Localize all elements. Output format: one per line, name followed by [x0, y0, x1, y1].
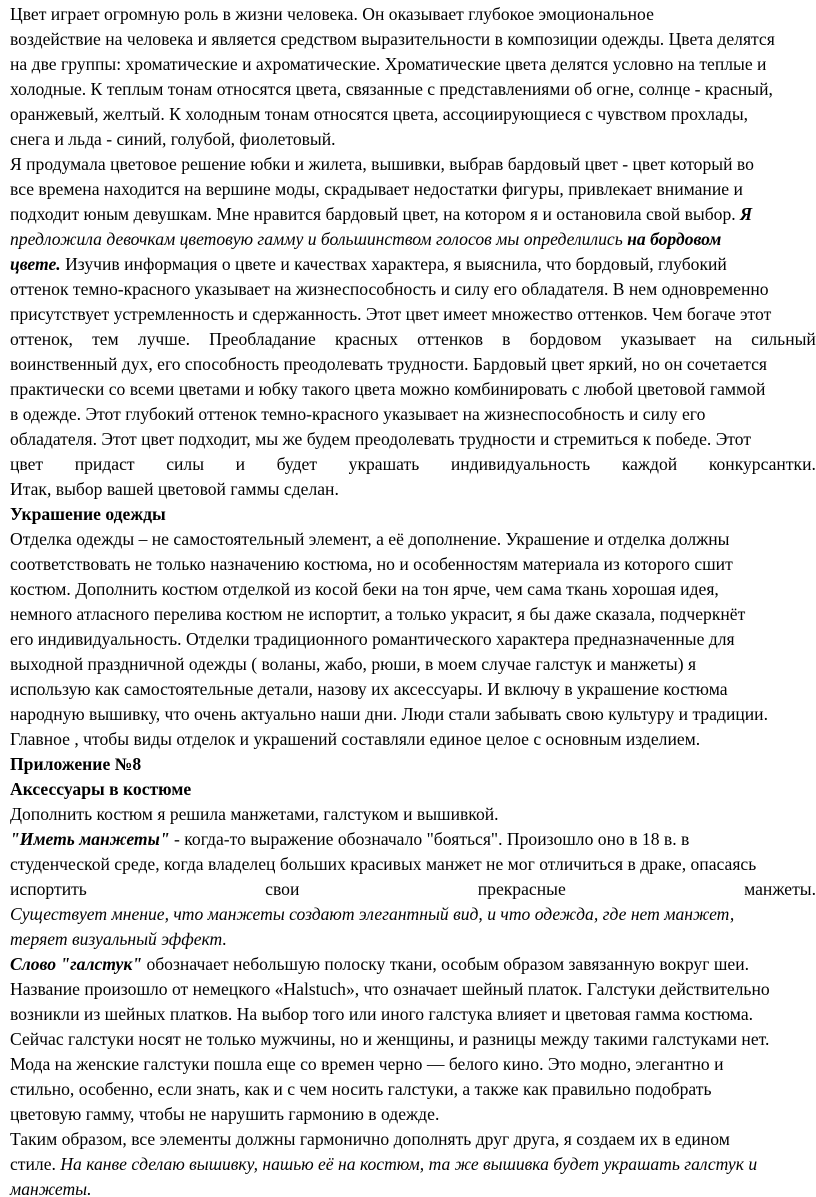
word: конкурсантки. — [708, 454, 816, 474]
word: бордовом — [529, 329, 602, 349]
text-line: костюм. Дополнить костюм отделкой из косой беки на тон ярче, чем сама ткань хорошая идея, — [10, 579, 719, 599]
word: и — [235, 454, 246, 474]
text-line — [10, 1152, 816, 1176]
text-segment-italic: предложила девочкам цветовую гамму и большинством голосов мы определились — [10, 229, 623, 249]
text-line: оттенок темно-красного указывает на жизнеспособность и силу его обладателя. В нем одновременно — [10, 279, 769, 299]
text-line: воинственный дух, его способность преодолевать трудности. Бардовый цвет яркий, но он сочетается — [10, 354, 768, 374]
text-line — [10, 827, 816, 851]
word: сильный — [751, 329, 816, 349]
word: красных — [334, 329, 398, 349]
text-line: воздействие на человека и является средством выразительности в композиции одежды. Цвета делятся — [10, 29, 775, 49]
text-line — [10, 252, 816, 276]
text-segment: подходит юным девушкам. Мне нравится бардовый цвет, на котором я и остановила свой выбор. — [10, 204, 736, 224]
word: указывает — [620, 329, 696, 349]
text-line — [10, 952, 816, 976]
text-line: цветовую гамму, чтобы не нарушить гармонию в одежде. — [10, 1104, 440, 1124]
text-line: холодные. К теплым тонам относятся цвета, связанные с представлениями об огне, солнце - красный, — [10, 79, 773, 99]
word: свои — [265, 879, 300, 899]
text-line: выходной праздничной одежды ( воланы, жабо, рюши, в моем случае галстук и манжеты) я — [10, 654, 697, 674]
text-line: Название произошло от немецкого «Halstuch», что означает шейный платок. Галстуки действительно — [10, 979, 770, 999]
text-line-justified — [10, 877, 816, 901]
text-line: соответствовать не только назначению костюма, но и особенностям материала из которого сшит — [10, 554, 733, 574]
text-line: стильно, особенно, если знать, как и с чем носить галстуки, а также как правильно подобрать — [10, 1079, 712, 1099]
word: Преобладание — [209, 329, 316, 349]
text-line: Отделка одежды – не самостоятельный элемент, а её дополнение. Украшение и отделка должны — [10, 529, 730, 549]
text-line-italic: Существует мнение, что манжеты создают элегантный вид, и что одежда, где нет манжет, — [10, 904, 735, 924]
text-line: Главное , чтобы виды отделок и украшений составляли единое целое с основным изделием. — [10, 729, 701, 749]
text-segment-bold-italic: Слово "галстук" — [10, 954, 143, 974]
word: тем — [92, 329, 119, 349]
word: прекрасные — [477, 879, 566, 899]
word: силы — [166, 454, 205, 474]
word: цвет — [10, 454, 44, 474]
word: украшать — [348, 454, 420, 474]
text-segment-bold-italic: цвете. — [10, 254, 61, 274]
text-line-italic: манжеты. — [10, 1179, 92, 1197]
word: оттенок, — [10, 329, 73, 349]
text-line: возникли из шейных платков. На выбор того или иного галстука влияет и цветовая гамма костюма. — [10, 1004, 754, 1024]
text-line-italic: теряет визуальный эффект. — [10, 929, 227, 949]
text-segment: Изучив информация о цвете и качествах характера, я выяснила, что бордовый, глубокий — [65, 254, 727, 274]
word: манжеты. — [744, 879, 816, 899]
word: индивидуальность — [450, 454, 591, 474]
text-line: студенческой среде, когда владелец больших красивых манжет не мог отличиться в драке, опасаясь — [10, 854, 757, 874]
text-line: народную вышивку, что очень актуально наши дни. Люди стали забывать свою культуру и традиции. — [10, 704, 768, 724]
text-segment-bold-italic: на бордовом — [627, 229, 722, 249]
text-line: присутствует устремленность и сдержанность. Этот цвет имеет множество оттенков. Чем богаче этот — [10, 304, 772, 324]
word: в — [502, 329, 511, 349]
word: испортить — [10, 879, 87, 899]
word: лучше. — [137, 329, 191, 349]
text-line-justified — [10, 452, 816, 476]
word: каждой — [621, 454, 678, 474]
text-line: использую как самостоятельные детали, назову их аксессуары. И включу в украшение костюма — [10, 679, 728, 699]
text-line: Таким образом, все элементы должны гармонично дополнять друг друга, я создаем их в едином — [10, 1129, 730, 1149]
word: придаст — [74, 454, 135, 474]
text-line: Итак, выбор вашей цветовой гаммы сделан. — [10, 479, 339, 499]
text-segment: - когда-то выражение обозначало "бояться". Произошло оно в 18 в. в — [174, 829, 690, 849]
text-line: на две группы: хроматические и ахроматические. Хроматические цвета делятся условно на теплые и — [10, 54, 767, 74]
text-line — [10, 202, 816, 226]
section-heading: Украшение одежды — [10, 504, 166, 524]
text-line: Мода на женские галстуки пошла еще со времен черно — белого кино. Это модно, элегантно и — [10, 1054, 724, 1074]
text-line: обладателя. Этот цвет подходит, мы же будем преодолевать трудности и стремиться к победе. Этот — [10, 429, 752, 449]
text-line: Сейчас галстуки носят не только мужчины, но и женщины, и разницы между такими галстуками нет. — [10, 1029, 770, 1049]
text-segment-bold-italic: "Иметь манжеты" — [10, 829, 170, 849]
text-segment-italic: Я — [740, 204, 753, 224]
text-line — [10, 227, 816, 251]
text-segment-italic: На канве сделаю вышивку, нашью её на костюм, та же вышивка будет украшать галстук и — [60, 1154, 758, 1174]
appendix-heading: Приложение №8 — [10, 754, 142, 774]
word: оттенков — [417, 329, 484, 349]
text-line: Я продумала цветовое решение юбки и жилета, вышивки, выбрав бардовый цвет - цвет который во — [10, 154, 754, 174]
text-line: Цвет играет огромную роль в жизни человека. Он оказывает глубокое эмоциональное — [10, 4, 654, 24]
text-line: в одежде. Этот глубокий оттенок темно-красного указывает на жизнеспособность и силу его — [10, 404, 706, 424]
text-line: Дополнить костюм я решила манжетами, галстуком и вышивкой. — [10, 804, 499, 824]
text-line: немного атласного перелива костюм не испортит, а только украсит, я бы даже сказала, подчеркнёт — [10, 604, 746, 624]
text-line: практически со всеми цветами и юбку такого цвета можно комбинировать с любой цветовой гаммой — [10, 379, 766, 399]
text-line-justified — [10, 327, 816, 351]
text-line: оранжевый, желтый. К холодным тонам относятся цвета, ассоциирующиеся с чувством прохлады, — [10, 104, 749, 124]
word: на — [714, 329, 733, 349]
word: будет — [276, 454, 318, 474]
text-segment: стиле. — [10, 1154, 56, 1174]
text-line: все времена находится на вершине моды, скрадывает недостатки фигуры, привлекает внимание и — [10, 179, 743, 199]
text-segment: обозначает небольшую полоску ткани, особым образом завязанную вокруг шеи. — [146, 954, 750, 974]
section-heading: Аксессуары в костюме — [10, 779, 192, 799]
text-line: снега и льда - синий, голубой, фиолетовый. — [10, 129, 336, 149]
text-line: его индивидуальность. Отделки традиционного романтического характера предназначенные для — [10, 629, 735, 649]
